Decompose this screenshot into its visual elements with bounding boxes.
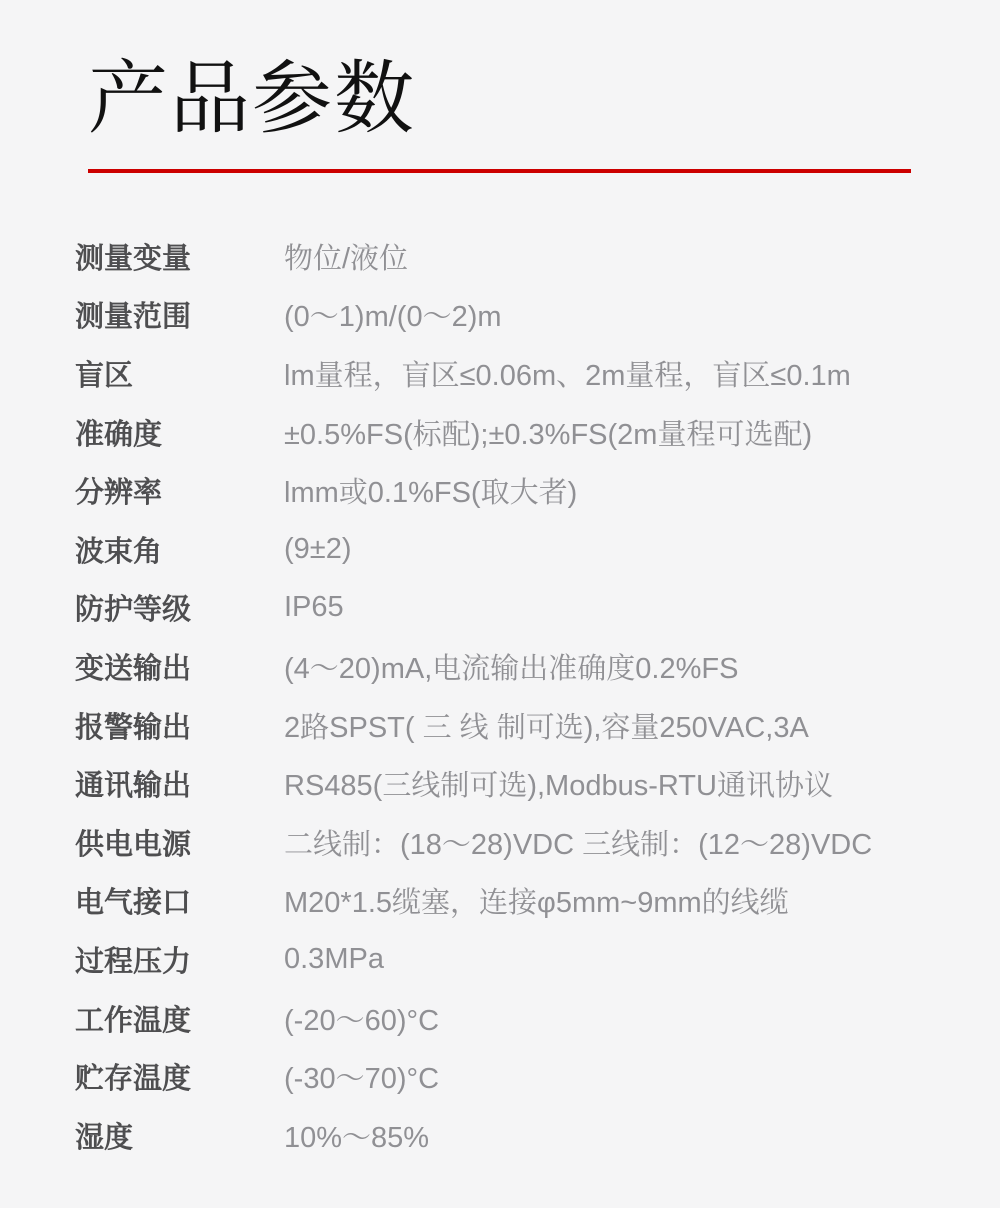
- spec-value: (-30～70)°C: [284, 1063, 440, 1096]
- spec-row: [75, 286, 1000, 345]
- spec-label: 变送输出: [75, 652, 192, 685]
- spec-row: [75, 461, 1000, 520]
- spec-value: lmm或0.1%FS(取大者): [284, 477, 578, 510]
- spec-row: [75, 403, 1000, 462]
- page-title: 产品参数: [88, 54, 416, 143]
- spec-label: 湿度: [75, 1121, 134, 1154]
- spec-row: [75, 813, 1000, 872]
- spec-value: (9±2): [284, 532, 352, 565]
- spec-label: 贮存温度: [75, 1063, 192, 1096]
- spec-row: [75, 754, 1000, 813]
- spec-row: [75, 520, 1000, 579]
- spec-value: 0.3MPa: [284, 942, 384, 975]
- spec-row: [75, 930, 1000, 989]
- spec-label: 电气接口: [75, 887, 192, 920]
- title-underline: [88, 169, 911, 173]
- spec-row: [75, 637, 1000, 696]
- spec-label: 波束角: [75, 535, 163, 568]
- spec-label: 通讯输出: [75, 770, 192, 803]
- spec-row: [75, 1047, 1000, 1106]
- spec-value: 10%～85%: [284, 1121, 430, 1154]
- spec-label: 供电电源: [75, 828, 192, 861]
- spec-value: RS485(三线制可选),Modbus-RTU通讯协议: [284, 770, 833, 803]
- spec-value: lm量程，盲区≤0.06m、2m量程，盲区≤0.1m: [284, 359, 851, 392]
- spec-label: 测量变量: [75, 242, 192, 275]
- spec-table: [75, 227, 1000, 1165]
- spec-label: 分辨率: [75, 477, 163, 510]
- spec-row: [75, 1106, 1000, 1165]
- spec-label: 过程压力: [75, 945, 192, 978]
- spec-label: 报警输出: [75, 711, 192, 744]
- spec-value: (0～1)m/(0～2)m: [284, 301, 502, 334]
- spec-row: [75, 989, 1000, 1048]
- spec-value: (-20～60)°C: [284, 1004, 440, 1037]
- spec-row: [75, 696, 1000, 755]
- spec-label: 防护等级: [75, 594, 192, 627]
- spec-row: [75, 227, 1000, 286]
- spec-label: 工作温度: [75, 1004, 192, 1037]
- spec-row: [75, 579, 1000, 638]
- spec-label: 准确度: [75, 418, 163, 451]
- spec-value: 2路SPST( 三 线 制可选),容量250VAC,3A: [284, 711, 809, 744]
- spec-value: IP65: [284, 591, 344, 624]
- spec-value: (4～20)mA,电流输出准确度0.2%FS: [284, 652, 739, 685]
- spec-row: [75, 344, 1000, 403]
- spec-value: 二线制：(18～28)VDC 三线制：(12～28)VDC: [284, 828, 873, 861]
- spec-value: M20*1.5缆塞，连接φ5mm~9mm的线缆: [284, 887, 789, 920]
- spec-value: ±0.5%FS(标配);±0.3%FS(2m量程可选配): [284, 418, 813, 451]
- spec-value: 物位/液位: [284, 242, 409, 275]
- spec-label: 测量范围: [75, 301, 192, 334]
- spec-row: [75, 872, 1000, 931]
- spec-label: 盲区: [75, 359, 134, 392]
